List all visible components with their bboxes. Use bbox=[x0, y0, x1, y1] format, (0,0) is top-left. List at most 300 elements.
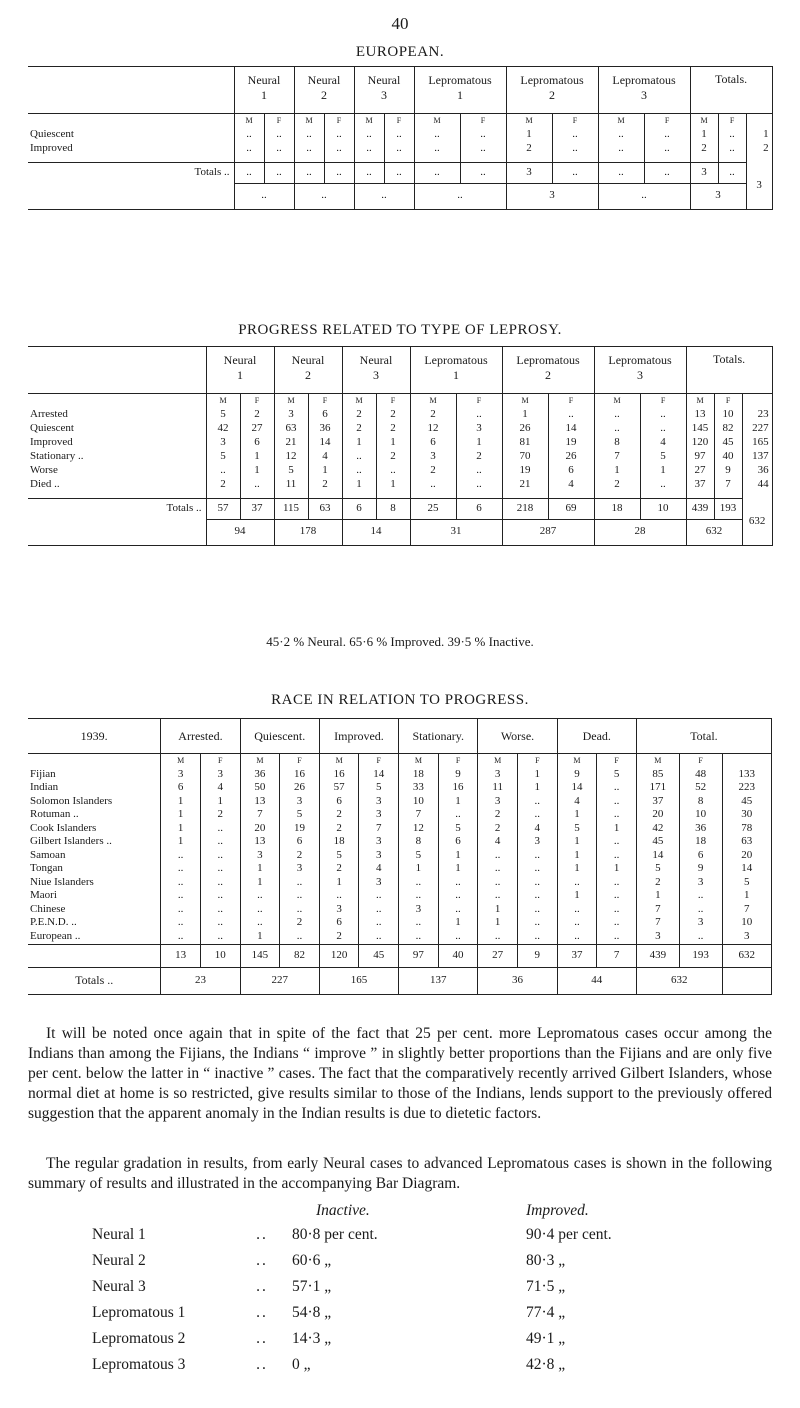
data-cell: 6 bbox=[319, 917, 359, 931]
data-cell: 7 bbox=[594, 450, 640, 464]
data-cell: 4 bbox=[200, 782, 240, 796]
data-cell: 82 bbox=[714, 422, 742, 436]
group-header: Dead. bbox=[557, 719, 636, 754]
data-cell: .. bbox=[557, 930, 597, 944]
data-cell: .. bbox=[438, 809, 478, 823]
data-cell: 36 bbox=[308, 422, 342, 436]
data-cell: .. bbox=[376, 464, 410, 478]
data-cell: .. bbox=[234, 128, 264, 142]
race-label: Fijian bbox=[30, 767, 56, 780]
combined-cell: 44 bbox=[557, 967, 636, 994]
data-cell: 1 bbox=[342, 436, 376, 450]
data-cell: 27 bbox=[240, 422, 274, 436]
data-cell: 27 bbox=[686, 464, 714, 478]
paragraph-indian-fijian: It will be noted once again that in spite of the fact that 25 per cent. more Lepromatous cases occur among the Indians than among the Fijians, the Indians “ improve ” in slightly better proportions than the Fijians and are only five per cent. below the latter in “ inactive ” cases. The fact that the comparatively recently arrived Gilbert Islanders, whose normal diet at home is so restricted, give results similar to those of the Indians, lends support to the previously offered suggestion that the apparent anomaly in the Indian results is due to dietetic factors. bbox=[28, 1025, 772, 1122]
table3-title: RACE IN RELATION TO PROGRESS. bbox=[271, 692, 529, 708]
data-cell: .. bbox=[517, 930, 557, 944]
page-number: 40 bbox=[391, 14, 409, 33]
male-header: M bbox=[240, 754, 280, 769]
data-cell: .. bbox=[478, 876, 518, 890]
data-cell: .. bbox=[280, 890, 320, 904]
data-cell: .. bbox=[319, 890, 359, 904]
data-cell: .. bbox=[598, 142, 644, 156]
row-total: 44 bbox=[742, 478, 772, 492]
data-cell: 1 bbox=[161, 822, 201, 836]
male-header: M bbox=[478, 754, 518, 769]
combined-cell: .. bbox=[294, 183, 354, 210]
data-cell: .. bbox=[644, 142, 690, 156]
group-name: Lepromatous bbox=[520, 73, 584, 87]
totals-row bbox=[28, 499, 772, 520]
female-header: F bbox=[264, 114, 294, 129]
improved-value: 49·1 „ bbox=[526, 1330, 566, 1347]
data-cell: 3 bbox=[359, 795, 399, 809]
table-row bbox=[28, 422, 772, 436]
data-cell: 6 bbox=[410, 436, 456, 450]
totals-cell: .. bbox=[294, 163, 324, 184]
improved-value: 71·5 „ bbox=[526, 1278, 566, 1295]
data-cell: 1 bbox=[640, 464, 686, 478]
male-header: M bbox=[414, 114, 460, 129]
data-cell: .. bbox=[200, 930, 240, 944]
inactive-value: 60·6 „ bbox=[292, 1252, 332, 1269]
data-cell: .. bbox=[557, 876, 597, 890]
totals-cell: .. bbox=[460, 163, 506, 184]
group-header bbox=[594, 347, 686, 394]
combined-row bbox=[28, 183, 772, 210]
race-table bbox=[28, 718, 772, 995]
data-cell: 3 bbox=[679, 876, 722, 890]
data-cell: 26 bbox=[502, 422, 548, 436]
combined-cell: .. bbox=[354, 183, 414, 210]
data-cell: 2 bbox=[376, 408, 410, 422]
totals-cell: 3 bbox=[506, 163, 552, 184]
data-cell: 2 bbox=[319, 822, 359, 836]
row-total: 133 bbox=[722, 768, 771, 782]
data-cell: .. bbox=[460, 142, 506, 156]
row-total: 1 bbox=[722, 890, 771, 904]
data-cell: 7 bbox=[240, 809, 280, 823]
row-total: 5 bbox=[722, 876, 771, 890]
data-cell: 13 bbox=[686, 408, 714, 422]
totals-cell: 10 bbox=[640, 499, 686, 520]
data-cell: .. bbox=[478, 849, 518, 863]
male-header: M bbox=[594, 394, 640, 409]
row-total: 223 bbox=[722, 782, 771, 796]
group-name: Neural bbox=[367, 73, 401, 87]
totals-cell: 25 bbox=[410, 499, 456, 520]
paragraph-gradation: The regular gradation in results, from early Neural cases to advanced Lepromatous cases is shown in the following summary of results and illustrated in the accompanying Bar Diagram. bbox=[28, 1155, 772, 1192]
data-cell: 3 bbox=[636, 930, 679, 944]
data-cell: 1 bbox=[399, 863, 439, 877]
table1-title: EUROPEAN. bbox=[355, 44, 445, 60]
data-cell: 4 bbox=[308, 450, 342, 464]
female-header: F bbox=[517, 754, 557, 769]
data-cell: 12 bbox=[410, 422, 456, 436]
race-label: Rotuman .. bbox=[30, 808, 79, 821]
data-cell: 2 bbox=[376, 450, 410, 464]
summary-stub bbox=[242, 1200, 282, 1222]
data-cell: .. bbox=[597, 836, 637, 850]
summary-dots: .. bbox=[256, 1304, 268, 1321]
data-cell: .. bbox=[359, 903, 399, 917]
data-cell: 2 bbox=[636, 876, 679, 890]
data-cell: 1 bbox=[342, 478, 376, 492]
data-cell: .. bbox=[594, 422, 640, 436]
data-cell: 6 bbox=[548, 464, 594, 478]
data-cell: .. bbox=[200, 876, 240, 890]
data-cell: 37 bbox=[636, 795, 679, 809]
data-cell: 42 bbox=[206, 422, 240, 436]
combined-cell: .. bbox=[234, 183, 294, 210]
grand-total: 632 bbox=[722, 944, 771, 967]
data-cell: 6 bbox=[319, 795, 359, 809]
data-cell: 11 bbox=[274, 478, 308, 492]
data-cell: .. bbox=[384, 142, 414, 156]
data-cell: .. bbox=[240, 890, 280, 904]
totals-stub bbox=[28, 944, 161, 967]
data-cell: .. bbox=[679, 903, 722, 917]
data-cell: 3 bbox=[679, 917, 722, 931]
data-cell: 8 bbox=[399, 836, 439, 850]
combined-cell: 165 bbox=[319, 967, 398, 994]
totals-cell: 439 bbox=[686, 499, 714, 520]
data-cell: 14 bbox=[548, 422, 594, 436]
data-cell: .. bbox=[517, 863, 557, 877]
inactive-value: 54·8 „ bbox=[292, 1304, 332, 1321]
data-cell: .. bbox=[597, 782, 637, 796]
combined-cell: 94 bbox=[206, 519, 274, 546]
data-cell: 36 bbox=[240, 768, 280, 782]
group-name: Neural bbox=[291, 353, 325, 367]
combined-cell: 31 bbox=[410, 519, 502, 546]
data-cell: 5 bbox=[438, 822, 478, 836]
data-cell: 7 bbox=[359, 822, 399, 836]
data-cell: .. bbox=[359, 917, 399, 931]
table-row bbox=[28, 795, 772, 809]
group-header bbox=[506, 67, 598, 114]
row-total: 10 bbox=[722, 917, 771, 931]
data-cell: 171 bbox=[636, 782, 679, 796]
data-cell: 3 bbox=[410, 450, 456, 464]
data-cell: 3 bbox=[456, 422, 502, 436]
data-cell: .. bbox=[264, 142, 294, 156]
group-number: 3 bbox=[373, 368, 379, 382]
table-row bbox=[28, 890, 772, 904]
data-cell: 6 bbox=[679, 849, 722, 863]
data-cell: 9 bbox=[679, 863, 722, 877]
data-cell: 1 bbox=[478, 903, 518, 917]
table-row bbox=[28, 782, 772, 796]
table-row bbox=[28, 768, 772, 782]
data-cell: 5 bbox=[640, 450, 686, 464]
data-cell: .. bbox=[399, 876, 439, 890]
totals-cell: .. bbox=[234, 163, 264, 184]
data-cell: 2 bbox=[594, 478, 640, 492]
table-row bbox=[28, 836, 772, 850]
data-cell: 63 bbox=[274, 422, 308, 436]
data-cell: 11 bbox=[478, 782, 518, 796]
data-cell: 1 bbox=[557, 890, 597, 904]
data-cell: 1 bbox=[456, 436, 502, 450]
totals-cell: .. bbox=[552, 163, 598, 184]
totals-cell: 37 bbox=[557, 944, 597, 967]
data-cell: 13 bbox=[240, 795, 280, 809]
combined-cell: 23 bbox=[161, 967, 240, 994]
data-cell: 1 bbox=[240, 464, 274, 478]
data-cell: 4 bbox=[640, 436, 686, 450]
data-cell: 40 bbox=[714, 450, 742, 464]
female-header: F bbox=[324, 114, 354, 129]
combined-cell: 287 bbox=[502, 519, 594, 546]
totals-cell: .. bbox=[354, 163, 384, 184]
combined-cell: .. bbox=[598, 183, 690, 210]
data-cell: .. bbox=[161, 876, 201, 890]
data-cell: 120 bbox=[686, 436, 714, 450]
data-cell: 3 bbox=[280, 863, 320, 877]
data-cell: 4 bbox=[557, 795, 597, 809]
data-cell: 19 bbox=[280, 822, 320, 836]
data-cell: 3 bbox=[478, 768, 518, 782]
data-cell: 1 bbox=[438, 849, 478, 863]
data-cell: .. bbox=[294, 128, 324, 142]
data-cell: .. bbox=[552, 128, 598, 142]
combined-cell: 632 bbox=[686, 519, 742, 546]
combined-cell: 3 bbox=[690, 183, 746, 210]
group-number: 2 bbox=[305, 368, 311, 382]
data-cell: .. bbox=[438, 903, 478, 917]
data-cell: 8 bbox=[594, 436, 640, 450]
data-cell: 7 bbox=[636, 917, 679, 931]
totals-row bbox=[28, 163, 772, 184]
data-cell: .. bbox=[280, 930, 320, 944]
group-header bbox=[234, 67, 294, 114]
male-header: M bbox=[161, 754, 201, 769]
table-row bbox=[28, 450, 772, 464]
data-cell: .. bbox=[359, 890, 399, 904]
data-cell: .. bbox=[410, 478, 456, 492]
data-cell: 3 bbox=[359, 809, 399, 823]
female-header: F bbox=[456, 394, 502, 409]
data-cell: .. bbox=[240, 903, 280, 917]
row-total: 45 bbox=[722, 795, 771, 809]
data-cell: .. bbox=[280, 903, 320, 917]
table-row bbox=[28, 436, 772, 450]
row-label: Quiescent bbox=[30, 128, 74, 141]
summary-dots: .. bbox=[256, 1330, 268, 1347]
data-cell: .. bbox=[456, 464, 502, 478]
total-stub bbox=[746, 114, 772, 129]
data-cell: 2 bbox=[200, 809, 240, 823]
summary-row bbox=[92, 1222, 612, 1248]
data-cell: 1 bbox=[594, 464, 640, 478]
european-table bbox=[28, 66, 773, 210]
group-number: 1 bbox=[237, 368, 243, 382]
data-cell: 4 bbox=[359, 863, 399, 877]
data-cell: .. bbox=[517, 890, 557, 904]
row-label: Quiescent bbox=[30, 422, 74, 435]
data-cell: .. bbox=[597, 903, 637, 917]
data-cell: 6 bbox=[161, 782, 201, 796]
data-cell: 52 bbox=[679, 782, 722, 796]
combined-row bbox=[28, 967, 772, 994]
male-header: M bbox=[294, 114, 324, 129]
data-cell: 20 bbox=[636, 809, 679, 823]
row-total: 78 bbox=[722, 822, 771, 836]
data-cell: 19 bbox=[502, 464, 548, 478]
group-number: 1 bbox=[453, 368, 459, 382]
group-number: 3 bbox=[381, 88, 387, 102]
group-name: Lepromatous bbox=[424, 353, 488, 367]
data-cell: 5 bbox=[319, 849, 359, 863]
group-name: Lepromatous bbox=[428, 73, 492, 87]
totals-cell: 6 bbox=[456, 499, 502, 520]
data-cell: 3 bbox=[478, 795, 518, 809]
totals-mf-row bbox=[28, 944, 772, 967]
data-cell: .. bbox=[718, 128, 746, 142]
totals-cell: 9 bbox=[517, 944, 557, 967]
data-cell: 5 bbox=[399, 849, 439, 863]
inactive-value: 57·1 „ bbox=[292, 1278, 332, 1295]
male-header: M bbox=[319, 754, 359, 769]
grand-total: 3 bbox=[746, 163, 772, 210]
female-header: F bbox=[548, 394, 594, 409]
row-total: 165 bbox=[742, 436, 772, 450]
combined-cell: 227 bbox=[240, 967, 319, 994]
row-label: Died .. bbox=[30, 478, 60, 491]
data-cell: 2 bbox=[240, 408, 274, 422]
data-cell: .. bbox=[517, 795, 557, 809]
totals-cell: 69 bbox=[548, 499, 594, 520]
female-header: F bbox=[384, 114, 414, 129]
data-cell: 1 bbox=[240, 876, 280, 890]
data-cell: 1 bbox=[376, 478, 410, 492]
data-cell: .. bbox=[598, 128, 644, 142]
combined-row bbox=[28, 519, 772, 546]
data-cell: .. bbox=[414, 142, 460, 156]
female-header: F bbox=[359, 754, 399, 769]
totals-cell: .. bbox=[718, 163, 746, 184]
data-cell: 2 bbox=[478, 809, 518, 823]
data-cell: 2 bbox=[280, 849, 320, 863]
stub-header bbox=[28, 67, 234, 114]
table-row bbox=[28, 822, 772, 836]
data-cell: 70 bbox=[502, 450, 548, 464]
data-cell: .. bbox=[161, 930, 201, 944]
table-row bbox=[28, 863, 772, 877]
row-total: 2 bbox=[746, 142, 772, 156]
data-cell: 5 bbox=[359, 782, 399, 796]
combined-stub bbox=[28, 183, 234, 210]
data-cell: .. bbox=[324, 142, 354, 156]
data-cell: 10 bbox=[714, 408, 742, 422]
male-header: M bbox=[598, 114, 644, 129]
data-cell: .. bbox=[597, 809, 637, 823]
totals-cell: 3 bbox=[690, 163, 718, 184]
data-cell: 3 bbox=[359, 849, 399, 863]
male-header: M bbox=[502, 394, 548, 409]
improved-value: 42·8 „ bbox=[526, 1356, 566, 1373]
row-total: 137 bbox=[742, 450, 772, 464]
data-cell: 45 bbox=[714, 436, 742, 450]
data-cell: 45 bbox=[636, 836, 679, 850]
male-header: M bbox=[506, 114, 552, 129]
data-cell: 9 bbox=[714, 464, 742, 478]
data-cell: .. bbox=[280, 876, 320, 890]
data-cell: .. bbox=[517, 903, 557, 917]
data-cell: .. bbox=[240, 917, 280, 931]
data-cell: 26 bbox=[280, 782, 320, 796]
data-cell: 3 bbox=[240, 849, 280, 863]
data-cell: 48 bbox=[679, 768, 722, 782]
data-cell: 1 bbox=[690, 128, 718, 142]
group-name: Neural bbox=[223, 353, 257, 367]
data-cell: .. bbox=[161, 849, 201, 863]
data-cell: .. bbox=[161, 890, 201, 904]
group-header: Improved. bbox=[319, 719, 398, 754]
race-label: Niue Islanders bbox=[30, 875, 94, 888]
summary-row bbox=[92, 1352, 612, 1378]
totals-cell: .. bbox=[324, 163, 354, 184]
row-total: 20 bbox=[722, 849, 771, 863]
data-cell: .. bbox=[354, 142, 384, 156]
data-cell: 5 bbox=[636, 863, 679, 877]
stub-cell bbox=[28, 394, 206, 409]
data-cell: .. bbox=[597, 849, 637, 863]
totals-header: Totals. bbox=[686, 347, 772, 394]
group-header: Worse. bbox=[478, 719, 557, 754]
female-header: F bbox=[280, 754, 320, 769]
improved-value: 77·4 „ bbox=[526, 1304, 566, 1321]
data-cell: .. bbox=[342, 450, 376, 464]
data-cell: .. bbox=[161, 863, 201, 877]
data-cell: 5 bbox=[280, 809, 320, 823]
data-cell: 1 bbox=[240, 863, 280, 877]
group-header bbox=[502, 347, 594, 394]
data-cell: 1 bbox=[200, 795, 240, 809]
data-cell: 26 bbox=[548, 450, 594, 464]
data-cell: .. bbox=[200, 863, 240, 877]
data-cell: 18 bbox=[399, 768, 439, 782]
year-header: 1939. bbox=[28, 719, 161, 754]
totals-cell: 27 bbox=[478, 944, 518, 967]
data-cell: 4 bbox=[517, 822, 557, 836]
row-label: Worse bbox=[30, 464, 58, 477]
row-total: 3 bbox=[722, 930, 771, 944]
data-cell: .. bbox=[679, 930, 722, 944]
data-cell: 1 bbox=[319, 876, 359, 890]
data-cell: .. bbox=[324, 128, 354, 142]
data-cell: 5 bbox=[274, 464, 308, 478]
data-cell: 1 bbox=[161, 836, 201, 850]
combined-cell: 632 bbox=[636, 967, 722, 994]
female-header: F bbox=[640, 394, 686, 409]
data-cell: 1 bbox=[636, 890, 679, 904]
data-cell: .. bbox=[161, 903, 201, 917]
data-cell: 6 bbox=[280, 836, 320, 850]
table-row bbox=[28, 876, 772, 890]
data-cell: 1 bbox=[308, 464, 342, 478]
data-cell: 3 bbox=[274, 408, 308, 422]
race-label: Samoan bbox=[30, 848, 66, 861]
data-cell: 57 bbox=[319, 782, 359, 796]
female-header: F bbox=[718, 114, 746, 129]
totals-header: Totals. bbox=[690, 67, 772, 114]
data-cell: 18 bbox=[679, 836, 722, 850]
combined-stub bbox=[28, 519, 206, 546]
progress-table bbox=[28, 346, 773, 546]
data-cell: .. bbox=[200, 822, 240, 836]
